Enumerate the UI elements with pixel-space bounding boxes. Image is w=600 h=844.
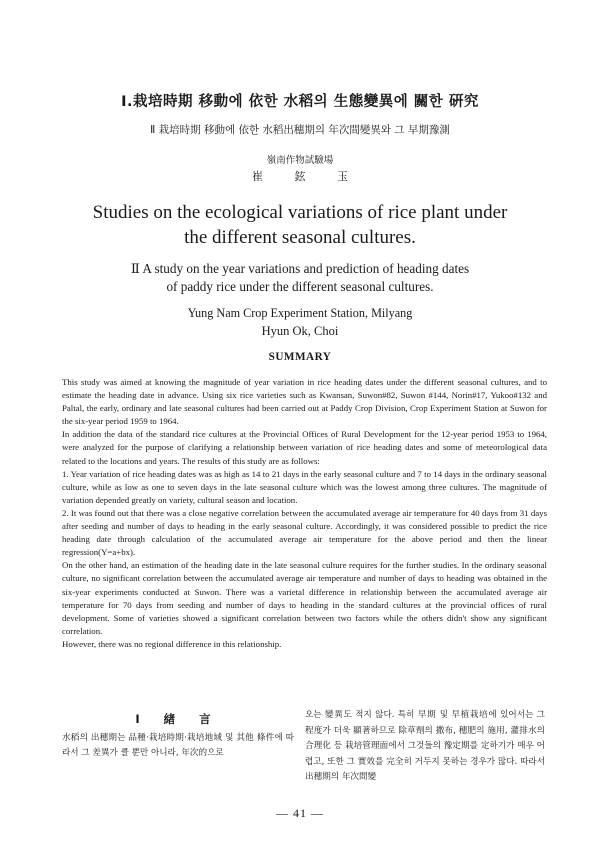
section-heading-introduction: Ⅰ 緖 言 [135,712,221,726]
summary-paragraph: This study was aimed at knowing the magnitude of year variation in rice heading dates under the different seasonal cultures, and to estimate the heading date in advance. Using six rice varieties such as Kwansan, Suwon#82, Suwon #144, Norin#17, Yukoo#132 and Paltal, the early, ordinary and late seasonal cultures had been carried out at Paddy Crop Division, Crop Experiment Station at Suwon for the six-year period 1959 to 1964. [62,377,547,427]
english-title [0,200,600,250]
english-title-line1: Studies on the ecological variations of rice plant under [92,202,508,223]
korean-subtitle: Ⅱ 栽培時期 移動에 依한 水稻出穗期의 年次間變異와 그 早期豫測 [150,124,450,136]
english-subtitle [0,260,600,296]
page-number: — 41 — [276,806,324,820]
english-title-line2: the different seasonal cultures. [184,227,416,248]
summary-paragraph: 2. It was found out that there was a close negative correlation between the accumulated average air temperature for 40 days from 31 days after seeding and number of days to heading in the early seasonal culture. Accordingly, it was considered possible to predict the rice heading date through calculation of the accumulated average air temperature for the above period and then the linear regression(Y=a+bx). [62,507,547,558]
korean-author: 崔 鉉 玉 [252,170,348,183]
english-affiliation: Yung Nam Crop Experiment Station, Milyang [187,306,413,320]
body-left-column [62,712,294,762]
korean-title: Ⅰ.栽培時期 移動에 依한 水稻의 生態變異에 關한 硏究 [121,94,479,110]
summary-heading: SUMMARY [268,351,332,363]
body-left-text: 水稻의 出穗期는 品種·栽培時期·栽培地域 및 其他 條件에 따라서 그 差異가 클 뿐만 아니라, 年次的으로 [62,732,294,758]
summary-paragraph: In addition the data of the standard rice cultures at the Provincial Offices of Rural Development for the 12-year period 1953 to 1964, were analyzed for the purpose of clarifying a relationship between variation of rice heading dates and some of meteorological data related to the locations and years. The results of this study are as follows: [62,429,547,466]
english-subtitle-line2: of paddy rice under the different seasonal cultures. [166,279,434,294]
summary-paragraph: On the other hand, an estimation of the heading date in the late seasonal culture requires for the further studies. In the ordinary seasonal culture, no significant correlation between the accumulated average air temperature and number of days to heading was obtained in the six-year experiments conducted at Suwon. There was a varietal difference in relationship between the accumulated average air temperature for 70 days from seeding and number of days to heading in the standard cultures at the provincial offices of rural development. Some of varieties showed a significant correlation between two factors while the others didn't show any significant correlation. [62,560,547,636]
summary-paragraph: 1. Year variation of rice heading dates was as high as 14 to 21 days in the early seasonal culture and 7 to 14 days in the ordinary seasonal culture, while as low as one to seven days in the late seasonal culture which was the lowest among three cultures. The magnitude of variation depended greatly on variety, cultural season and location. [62,468,547,505]
body-right-column [305,708,545,786]
summary-body [62,376,547,651]
body-right-text: 오는 變異도 적지 않다. 특히 早期 및 早植栽培에 있어서는 그 程度가 더욱 顯著하므로 除草劑의 撒布, 穗肥의 施用, 灌排水의 合理化 등 栽培管理面에서 그것들의 豫定期를 定하기가 매우 어렵고, 또한 그 實效를 完全히 거두지 못하는 경우가 많다. 따라서 出穗期의 年次間變 [305,710,545,782]
english-subtitle-line1: Ⅱ A study on the year variations and prediction of heading dates [130,261,470,276]
english-author: Hyun Ok, Choi [261,324,339,338]
korean-affiliation: 嶺南作物試驗場 [266,155,334,166]
summary-paragraph: However, there was no regional difference in this relationship. [62,638,282,649]
